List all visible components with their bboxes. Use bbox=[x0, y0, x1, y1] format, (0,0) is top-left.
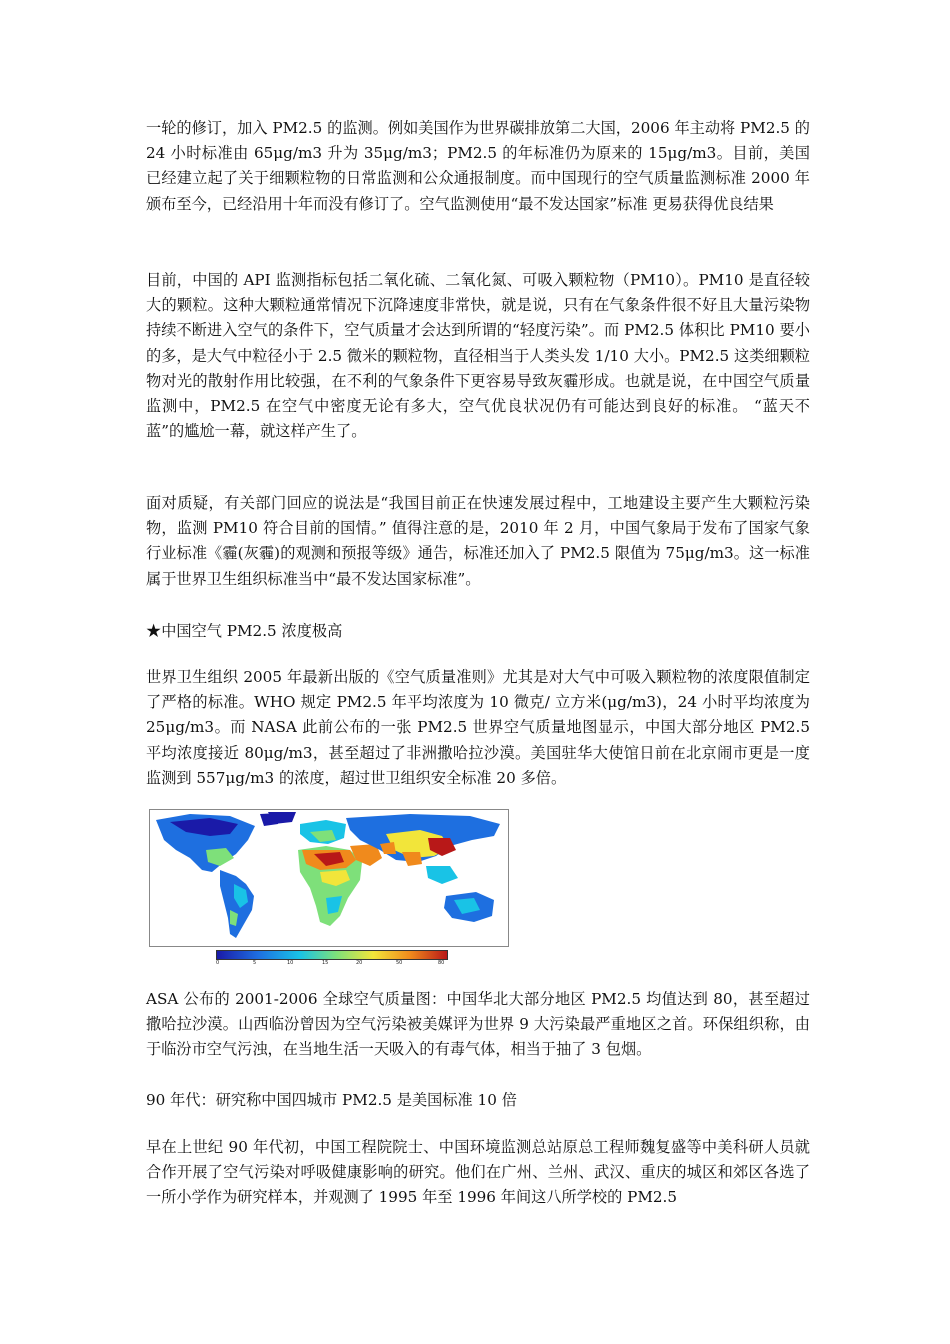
paragraph-official-response: 面对质疑，有关部门回应的说法是“我国目前正在快速发展过程中，工地建设主要产生大颗粒污染物，监测 PM10 符合目前的国情。” 值得注意的是，2010 年 2 月，中国气象局于发布了国家气象行业标准《霾(灰霾)的观测和预报等级》通告，标准还加入了 PM2.5 限值为 75μg/m3。这一标准属于世界卫生组织标准当中“最不发达国家标准”。 bbox=[146, 494, 810, 588]
paragraph-pm25-us-standard: 一轮的修订，加入 PM2.5 的监测。例如美国作为世界碳排放第二大国，2006 年主动将 PM2.5 的 24 小时标准由 65μg/m3 升为 35μg/m3；PM2.5 的年标准仍为原来的 15μg/m3。目前，美国已经建立起了关于细颗粒物的日常监测和公众通报制度。而中国现行的空气质量监测标准 2000 年颁布至今，已经沿用十年而没有修订了。空气监测使用“最不发达国家”标准 更易获得优良结果 bbox=[146, 119, 810, 213]
colorbar-tick: 50 bbox=[396, 960, 403, 966]
colorbar-tick: 15 bbox=[322, 960, 329, 966]
paragraph-map-caption: ASA 公布的 2001-2006 全球空气质量图：中国华北大部分地区 PM2.5 均值达到 80，甚至超过撒哈拉沙漠。山西临汾曾因为空气污染被美媒评为世界 9 大污染最严重地区之首。环保组织称，由于临汾市空气污浊，在当地生活一天吸入的有毒气体，相当于抽了 3 包烟。 bbox=[146, 990, 810, 1059]
heading-china-pm25-high: ★中国空气 PM2.5 浓度极高 bbox=[146, 622, 343, 640]
paragraph-who-guidelines: 世界卫生组织 2005 年最新出版的《空气质量准则》尤其是对大气中可吸入颗粒物的浓度限值制定了严格的标准。WHO 规定 PM2.5 年平均浓度为 10 微克/ 立方米(μg/m3)，24 小时平均浓度为 25μg/m3。而 NASA 此前公布的一张 PM2.5 世界空气质量地图显示，中国大部分地区 PM2.5 平均浓度接近 80μg/m3，甚至超过了非洲撒哈拉沙漠。美国驻华大使馆日前在北京闹市更是一度监测到 557μg/m3 的浓度，超过世卫组织安全标准 20 多倍。 bbox=[146, 668, 810, 787]
pm25-world-map-figure bbox=[146, 806, 508, 966]
colorbar-tick: 10 bbox=[287, 960, 294, 966]
colorbar-tick: 80 bbox=[438, 960, 445, 966]
world-map-graphic bbox=[150, 810, 508, 946]
pm25-colorbar bbox=[216, 950, 448, 960]
colorbar-tick: 0 bbox=[216, 960, 220, 966]
paragraph-api-indicators: 目前，中国的 API 监测指标包括二氧化硫、二氧化氮、可吸入颗粒物（PM10）。PM10 是直径较大的颗粒。这种大颗粒通常情况下沉降速度非常快，就是说，只有在气象条件很不好且大量污染物持续不断进入空气的条件下，空气质量才会达到所谓的“轻度污染”。而 PM2.5 体积比 PM10 要小的多，是大气中粒径小于 2.5 微米的颗粒物，直径相当于人类头发 1/10 大小。PM2.5 这类细颗粒物对光的散射作用比较强，在不利的气象条件下更容易导致灰霾形成。也就是说，在中国空气质量监测中，PM2.5 在空气中密度无论有多大，空气优良状况仍有可能达到良好的标准。 “蓝天不蓝”的尴尬一幕，就这样产生了。 bbox=[146, 271, 810, 441]
pm25-world-map bbox=[149, 809, 509, 947]
paragraph-early-research: 早在上世纪 90 年代初，中国工程院院士、中国环境监测总站原总工程师魏复盛等中美科研人员就合作开展了空气污染对呼吸健康影响的研究。他们在广州、兰州、武汉、重庆的城区和郊区各选了一所小学作为研究样本，并观测了 1995 年至 1996 年间这八所学校的 PM2.5 bbox=[146, 1138, 810, 1207]
heading-90s-research: 90 年代：研究称中国四城市 PM2.5 是美国标准 10 倍 bbox=[146, 1091, 517, 1109]
colorbar-tick: 20 bbox=[356, 960, 363, 966]
colorbar-tick: 5 bbox=[253, 960, 257, 966]
